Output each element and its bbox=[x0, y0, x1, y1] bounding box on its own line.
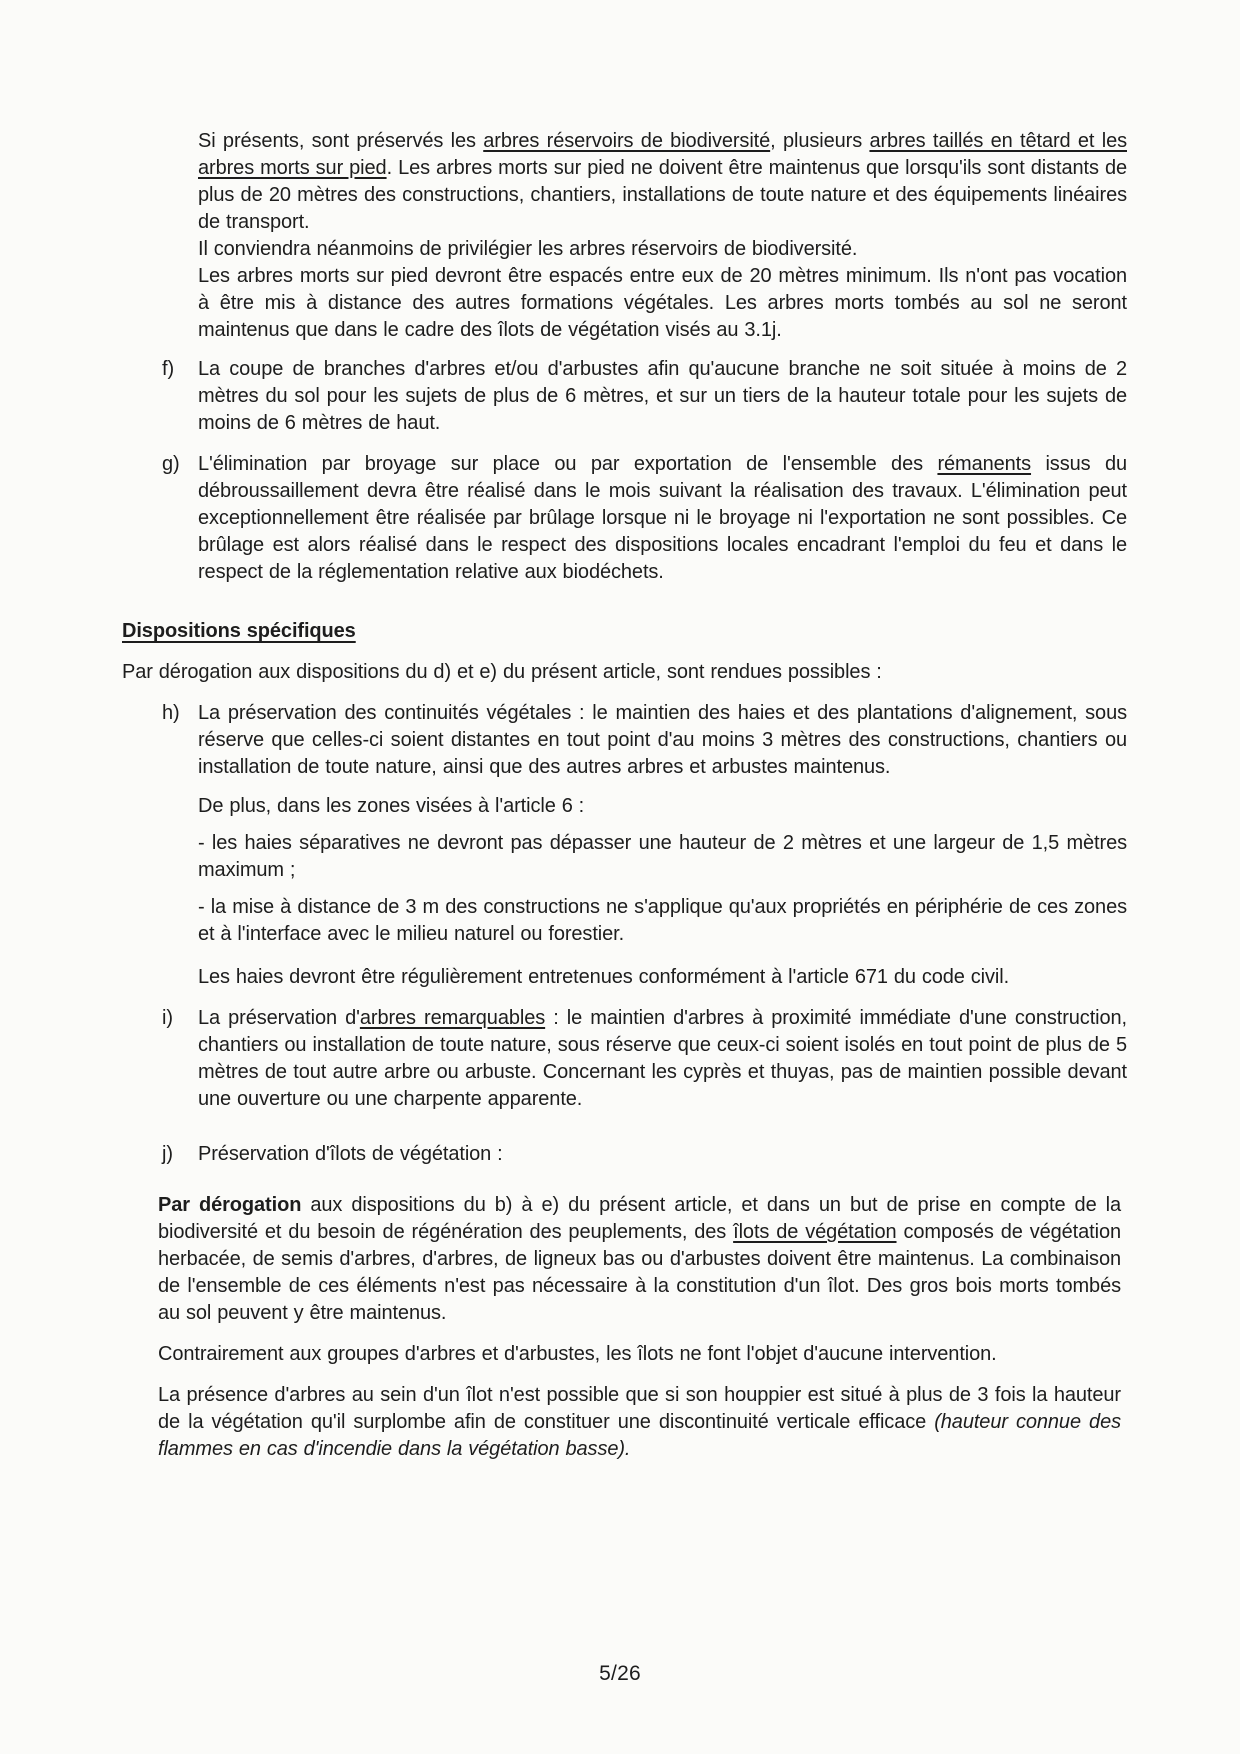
list-item-text-h: La préservation des continuités végétales : le maintien des haies et des plantations d'alignement, sous réserve que celles-ci soient distantes en tout point d'au moins 3 mètres des constructions, chantiers ou installation de toute nature, ainsi que des autres arbres et arbustes maintenus. bbox=[198, 702, 1127, 778]
paragraph-presence-arbres-ilot bbox=[158, 1382, 1121, 1463]
paragraph-dash-haies-separatives: - les haies séparatives ne devront pas dépasser une hauteur de 2 mètres et une largeur de 1,5 mètres maximum ; bbox=[198, 832, 1127, 881]
underlined-run-arbres-reservoirs: arbres réservoirs de biodiversité bbox=[483, 130, 771, 152]
page-number: 5/26 bbox=[599, 1662, 641, 1685]
underlined-run-remanents: rémanents bbox=[937, 453, 1032, 475]
list-item-text-f: La coupe de branches d'arbres et/ou d'arbustes afin qu'aucune branche ne soit située à moins de 2 mètres du sol pour les sujets de plus de 6 mètres, et sur un tiers de la hauteur totale pour les sujets de moins de 6 mètres de haut. bbox=[198, 358, 1127, 434]
paragraph-dash-mise-a-distance: - la mise à distance de 3 m des constructions ne s'applique qu'aux propriétés en périphérie de ces zones et à l'interface avec le milieu naturel ou forestier. bbox=[198, 896, 1127, 945]
list-item-letter-j: j) bbox=[162, 1143, 173, 1165]
underlined-run-ilots-de-vegetation: îlots de végétation bbox=[733, 1221, 897, 1243]
bold-run-par-derogation: Par dérogation bbox=[158, 1194, 302, 1216]
list-item-letter-i: i) bbox=[162, 1007, 173, 1029]
list-item-g bbox=[162, 451, 1127, 586]
text-run: : le maintien d'arbres à proximité immédiate d'une construction, chantiers ou installation de toute nature, sous réserve que ceux-ci soient isolés en tout point de plus de 5 mètres de tout autre arbre ou arbuste. Concernant les cyprès et thuyas, pas de maintien possible devant une ouverture ou une charpente apparente. bbox=[198, 1007, 1128, 1110]
paragraph-part-1 bbox=[198, 128, 1127, 236]
text-run: Si présents, sont préservés les bbox=[198, 130, 484, 152]
list-item-i bbox=[162, 1005, 1127, 1113]
section-heading-dispositions-specifiques: Dispositions spécifiques bbox=[122, 620, 356, 642]
text-run: . Les arbres morts sur pied ne doivent être maintenus que lorsqu'ils sont distants de plus de 20 mètres des constructions, chantiers, installations de toute nature et des équipements linéaires de transport. bbox=[198, 157, 1127, 233]
list-item-h bbox=[162, 700, 1127, 781]
paragraph-part-3: Les arbres morts sur pied devront être espacés entre eux de 20 mètres minimum. Ils n'ont pas vocation à être mis à distance des autres formations végétales. Les arbres morts tombés au sol ne seront maintenus que dans le cadre des îlots de végétation visés au 3.1j. bbox=[198, 265, 1127, 341]
list-item-j bbox=[162, 1141, 1127, 1168]
list-item-letter-h: h) bbox=[162, 702, 180, 724]
paragraph-intro-derogation: Par dérogation aux dispositions du d) et e) du présent article, sont rendues possibles : bbox=[122, 661, 882, 683]
list-item-letter-f: f) bbox=[162, 358, 175, 380]
text-run: La préservation d' bbox=[198, 1007, 360, 1029]
list-item-text-g bbox=[198, 451, 1127, 586]
text-run: aux dispositions du b) à e) du présent article, et dans un but de prise en compte de la biodiversité et du besoin de régénération des peuplements, des bbox=[158, 1194, 1122, 1243]
underlined-run-arbres-remarquables: arbres remarquables bbox=[359, 1007, 546, 1029]
text-run: , plusieurs bbox=[770, 130, 870, 152]
paragraph-preserved-trees bbox=[198, 128, 1127, 344]
text-run: L'élimination par broyage sur place ou par exportation de l'ensemble des bbox=[198, 453, 938, 475]
paragraph-de-plus-zones-article6: De plus, dans les zones visées à l'article 6 : bbox=[198, 795, 585, 817]
paragraph-part-2: Il conviendra néanmoins de privilégier les arbres réservoirs de biodiversité. bbox=[198, 238, 858, 260]
text-run: La présence d'arbres au sein d'un îlot n'est possible que si son houppier est situé à plus de 3 fois la hauteur de la végétation qu'il surplombe afin de constituer une discontinuité verticale efficace bbox=[158, 1384, 1121, 1433]
list-item-text-i bbox=[198, 1005, 1127, 1113]
paragraph-haies-entretenues: Les haies devront être régulièrement entretenues conformément à l'article 671 du code civil. bbox=[198, 966, 1010, 988]
list-item-f bbox=[162, 356, 1127, 437]
paragraph-par-derogation-ilots bbox=[158, 1192, 1121, 1327]
list-item-letter-g: g) bbox=[162, 453, 180, 475]
text-run: issus du débroussaillement devra être réalisé dans le mois suivant la réalisation des travaux. L'élimination peut exceptionnellement être réalisée par brûlage lorsque ni le broyage ni l'exportation ne sont possibles. Ce brûlage est alors réalisé dans le respect des dispositions locales encadrant l'emploi du feu et dans le respect de la réglementation relative aux biodéchets. bbox=[198, 453, 1128, 583]
paragraph-contrairement-groupes: Contrairement aux groupes d'arbres et d'arbustes, les îlots ne font l'objet d'aucune intervention. bbox=[158, 1343, 997, 1365]
list-item-text-j: Préservation d'îlots de végétation : bbox=[198, 1143, 503, 1165]
document-content bbox=[0, 128, 1240, 1463]
underlined-run-arbres-tailles: arbres taillés en têtard et les arbres morts sur pied bbox=[198, 130, 1127, 179]
text-run: composés de végétation herbacée, de semis d'arbres, d'arbres, de ligneux bas ou d'arbustes doivent être maintenus. La combinaison de l'ensemble de ces éléments n'est pas nécessaire à la constitution d'un îlot. Des gros bois morts tombés au sol peuvent y être maintenus. bbox=[158, 1221, 1121, 1324]
italic-run-hauteur-flammes: (hauteur connue des flammes en cas d'incendie dans la végétation basse). bbox=[158, 1411, 1121, 1460]
